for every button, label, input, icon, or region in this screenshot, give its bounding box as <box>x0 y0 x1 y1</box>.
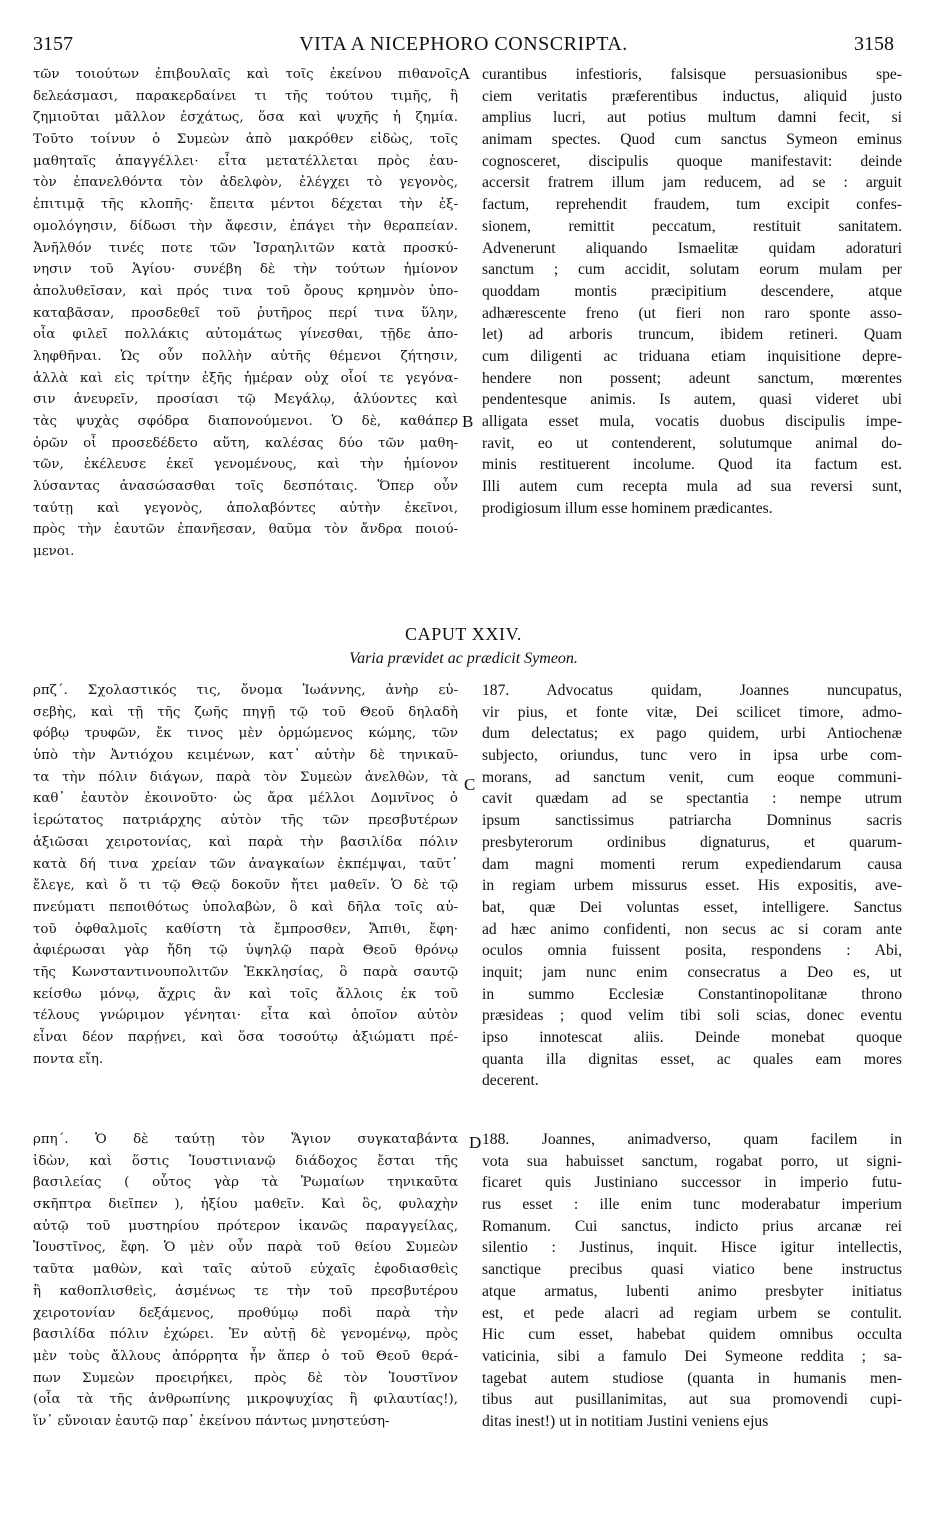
page-number-right: 3158 <box>854 33 894 55</box>
margin-letter-d: D <box>469 1133 482 1152</box>
text-line: let) ad arboris truncum, ibidem retineri. Quam <box>482 326 902 344</box>
text-line: tagebat autem studiose (quanta in humanis men- <box>482 1369 902 1387</box>
text-line: dum delectatus; ex pago quidem, urbi Antiochenæ <box>482 725 902 743</box>
text-line: ditas inest!) ut in notitiam Justini veniens ejus <box>482 1412 769 1430</box>
chapter-subtitle: Varia prævidet ac prædicit Symeon. <box>349 650 578 667</box>
text-line: ἐπιτιμᾷ τῆς κλοπῆς· ἔπειτα μέντοι δέχεται τὴν ἐξ- <box>33 197 458 213</box>
text-line: curantibus infestioris, falsisque persuasionibus spe- <box>482 66 902 83</box>
text-line: tibus aut pusillanimitas, aut sua promovendi cupi- <box>482 1391 902 1409</box>
text-line: præsideas ; quod velim tibi soli scias, donec eventu <box>482 1007 902 1025</box>
text-line: πων Συμεὼν προειρήκει, πρὸς δὲ τὸν Ἰουστῖνον <box>33 1370 458 1386</box>
text-line: vota sua habuisset sanctum, rogabat porro, ut signi- <box>482 1152 902 1170</box>
text-line: amplius lucri, aut potius multum damni fecit, si <box>482 109 902 127</box>
text-line: σεβὴς, καὶ τῇ τῆς ζωῆς πηγῇ τῷ τοῦ Θεοῦ δηλαδὴ <box>33 704 458 720</box>
text-line: Ἀνῆλθόν τινές ποτε τῶν Ἰσραηλιτῶν κατὰ προσκύ- <box>33 240 458 256</box>
text-line: κατὰ δή τινα χρείαν τῶν ἀναγκαίων ἐκπέμψαι, ταῦτ᾽ <box>33 856 458 872</box>
text-line: δελεάσμασι, παρακερδαίνει τι τῆς τούτου τιμῆς, ἢ <box>33 88 458 104</box>
text-line: ὁρῶν οἷ προσεδέδετο αὕτη, καλέσας δύο τῶν μαθη- <box>33 435 458 451</box>
text-line: ληφθῆναι. Ὡς οὖν πολλὴν αὐτῆς θέμενοι ζήτησιν, <box>33 348 458 364</box>
text-line: cognosceret, discipulis quoque manifestavit: deinde <box>482 152 902 170</box>
text-line: Illi autem cum recepta mula ad sua reversi sunt, <box>482 478 902 496</box>
running-title: VITA A NICEPHORO CONSCRIPTA. <box>299 33 628 55</box>
text-line: ad hæc animo confidenti, non secus ac si coram ante <box>482 920 902 938</box>
text-line: silentio : Justinus, inquit. Hisce igitur intellectis, <box>482 1239 902 1257</box>
text-line: ὑπὸ τὴν Ἀντιόχου κειμένων, κατ᾽ αὐτὴν δὲ τηνικαῦ- <box>33 748 458 764</box>
latin-paragraph-187 <box>482 680 902 1092</box>
text-line: τῶν, ἐκέλευσε ἐκεῖ γενομένους, καὶ τὴν ἡμίονον <box>33 457 458 473</box>
margin-letter-b: B <box>462 412 474 431</box>
greek-paragraph-187 <box>33 680 458 1070</box>
text-line: sionem, remittit peccatum, restituit sanitatem. <box>482 217 902 235</box>
text-line: factum, reprehendit fraudem, tum excipit confes- <box>482 196 902 214</box>
text-line: sanctum ; cum accidit, solutam eorum mulam per <box>482 261 902 279</box>
text-line: ἰδὼν, καὶ ὅστις Ἰουστινιανῷ διάδοχος ἔσται τῆς <box>33 1153 458 1169</box>
text-line: rus esset : ille enim tunc moderabatur imperium <box>482 1196 902 1214</box>
text-line: alligata esset mula, vocatis duobus discipulis impe- <box>482 413 902 430</box>
text-line: πνεύματι πεποιθότως ὑπολαβὼν, ὃ καὶ δῆλα τοῖς αὐ- <box>33 899 458 915</box>
text-line: τῶν τοιούτων ἐπιβουλαῖς καὶ τοῖς ἐκείνου πιθανοῖς <box>33 67 458 82</box>
text-line: οἷα φιλεῖ πολλάκις αὐτομάτως γίνεσθαι, τῇδε ἀπο- <box>33 327 458 343</box>
text-line: ficaret quis Justiniano successor in imperio futu- <box>482 1174 902 1192</box>
text-line: accersit fratrem illum jam reducem, ad se : arguit <box>482 174 902 192</box>
page-number-left: 3157 <box>33 33 73 55</box>
greek-paragraph-188 <box>33 1129 458 1433</box>
latin-column-top <box>482 64 902 519</box>
text-line: αὐτῷ τοῦ μυστηρίου πρότερον ἱκανῶς παραγγείλας, <box>33 1218 458 1234</box>
text-line: prodigiosum illum esse hominem prædicantes. <box>482 499 773 517</box>
text-line: χειροτονίαν δεξάμενος, προθύμῳ ποδὶ παρὰ τὴν <box>33 1305 458 1321</box>
text-line: decerent. <box>482 1072 539 1090</box>
text-line: ἢ καθοπλισθεὶς, ἀσμένως τε τὴν τοῦ πρεσβυτέρου <box>33 1283 458 1299</box>
text-line: βασιλείας ( οὗτος γὰρ τὰ Ῥωμαίων τηνικαῦτα <box>33 1175 458 1191</box>
text-line: pendentesque animis. Is autem, quasi videret ubi <box>482 391 902 409</box>
text-line: ταύτῃ καὶ γεγονὸς, ἀπολαβόντες αὐτὴν ἐκεῖνοι, <box>33 500 458 516</box>
text-line: τὰς ψυχὰς σφόδρα διαπονούμενοι. Ὁ δὲ, καθάπερ <box>33 414 458 429</box>
text-line: ρπη΄. Ὁ δὲ ταύτῃ τὸν Ἅγιον συγκαταβάντα <box>33 1132 458 1147</box>
margin-letter-a: A <box>458 64 471 83</box>
chapter-heading: CAPUT XXIV. <box>405 624 522 644</box>
text-line: ipso innotescat aliis. Deinde monebat quoque <box>482 1029 902 1046</box>
text-line: εἶναι δέον παρῄνει, καὶ ὅσα τοσούτῳ ἀξιώματι πρέ- <box>33 1030 458 1045</box>
text-line: adhærescente freno (ut fieri non raro sponte asso- <box>482 304 902 322</box>
text-line: subjecto, oriundus, tunc vero in ipsa urbe com- <box>482 747 902 765</box>
text-line: σκῆπτρα διεῖπεν ), ἠξίου μαθεῖν. Καὶ ὃς, φυλαχὴν <box>33 1197 458 1213</box>
text-line: est, et pede alacri ad regiam urbem se contulit. <box>482 1304 902 1322</box>
text-line: in regiam urbem missurus esset. His expositis, ave- <box>482 877 902 895</box>
text-line: presbyterorum ordinibus dignaturus, et quarum- <box>482 833 902 851</box>
margin-letter-c: C <box>464 775 476 794</box>
text-line: ipsum sanctissimus patriarcha Domninus sacris <box>482 812 902 830</box>
text-line: ἀπολυθεῖσαν, καὶ πρός τινα τοῦ ὄρους κρημνὸν ὑπο- <box>33 283 458 299</box>
text-line: Hic cum esset, habebat quidem omnibus occulta <box>482 1326 902 1344</box>
text-line: τα τὴν πόλιν διάγων, παρὰ τὸν Συμεὼν ἀνελθὼν, τὰ <box>33 769 458 785</box>
text-line: ἔλεγε, καὶ ὅ τι τῷ Θεῷ δοκοῦν ἤτει μαθεῖν. Ὁ δὲ τῷ <box>33 878 458 894</box>
text-line: Advenerunt aliquando Ismaelitæ quidam adoraturi <box>482 239 902 257</box>
greek-column-top <box>33 64 458 563</box>
text-line: 188. Joannes, animadverso, quam facilem in <box>482 1131 902 1148</box>
text-line: atque armatus, lubenti animo presbyter initiatus <box>482 1282 902 1300</box>
text-line: ταῦτα μαθὼν, καὶ ταῖς αὐτοῦ εὐχαῖς ἐφοδιασθεὶς <box>33 1262 458 1278</box>
text-line: τῆς Κωνσταντινουπολιτῶν Ἐκκλησίας, ὃ παρὰ σαυτῷ <box>33 964 458 980</box>
text-line: καταβᾶσαν, προσδεθεῖ τοῦ ῥυτῆρος περί τινα ὕλην, <box>33 305 458 321</box>
text-line: μὲν τοὺς ἄλλους ἀπόρρητα ἦν ἅπερ ὁ τοῦ Θεοῦ θερά- <box>33 1348 458 1364</box>
text-line: ἀφιέρωσαι γὰρ ἤδη τῷ ὑψηλῷ παρὰ Θεοῦ θρόνῳ <box>33 943 458 959</box>
text-line: 187. Advocatus quidam, Joannes nuncupatus, <box>482 682 902 699</box>
text-line: μενοι. <box>33 544 75 560</box>
text-line: ζημιοῦται μᾶλλον ἐσχάτως, ὅσα καὶ ψυχῆς ἡ ζημία. <box>33 110 458 126</box>
text-line: Romanum. Cui sanctus, indicto prius arcanæ rei <box>482 1217 902 1235</box>
text-line: ρπζ΄. Σχολαστικός τις, ὄνομα Ἰωάννης, ἀνὴρ εὐ- <box>33 683 458 698</box>
text-line: ἵν᾽ εὔνοιαν ἑαυτῷ παρ᾽ ἐκείνου πάντως μνηστεύση- <box>33 1413 390 1429</box>
text-line: oculos omnia fuissent posita, respondens : Abi, <box>482 942 902 960</box>
text-line: inquit; jam nunc enim consecratus a Deo es, ut <box>482 963 902 981</box>
text-line: ομολόγησιν, δίδωσι τὴν ἄφεσιν, ἐπάγει τὴν θεραπείαν. <box>33 218 458 234</box>
text-line: dam magni momenti rerum expediendarum causa <box>482 855 902 873</box>
text-line: minis restituerent incolume. Quod ita factum est. <box>482 456 902 474</box>
text-line: vir pius, et fonte vitæ, Dei scilicet timore, admo- <box>482 703 902 721</box>
text-line: Τοῦτο τοίνυν ὁ Συμεὼν ἀπὸ μακρόθεν εἰδὼς, τοῖς <box>33 132 458 148</box>
text-line: λύσαντας ἀνασώσασθαι τοῖς δεσπόταις. Ὅπερ οὖν <box>33 479 458 495</box>
text-line: cavit quædam ad se spectantia : nempe utrum <box>482 790 902 808</box>
text-line: ποντα εἴη. <box>33 1051 104 1067</box>
text-line: animam spectes. Quod cum sanctus Symeon eminus <box>482 131 902 149</box>
latin-paragraph-188 <box>482 1129 902 1433</box>
text-line: σιν ἀνευρεῖν, προσίασι τῷ Μεγάλῳ, ἀλύοντες καὶ <box>33 392 458 408</box>
text-line: φόβῳ τρυφῶν, ἔκ τινος μὲν ὁρμώμενος κώμης, τῶν <box>33 726 458 742</box>
text-line: ἀξιῶσαι χειροτονίας, καὶ παρὰ τὴν βασιλίδα πόλιν <box>33 834 458 850</box>
text-line: in summo Ecclesiæ Constantinopolitanæ throno <box>482 985 902 1003</box>
text-line: Ἰουστῖνος, ἔφη. Ὁ μὲν οὖν παρὰ τοῦ θείου Συμεὼν <box>33 1240 458 1256</box>
text-line: morans, ad sanctum venit, cum eoque communi- <box>482 768 902 786</box>
text-line: πρὸς τὴν ἑαυτῶν ἐπανῆεσαν, θαῦμα τὸν ἄνδρα ποιού- <box>33 522 458 538</box>
text-line: ravit, eo ut contenderent, solutumque animal do- <box>482 434 902 452</box>
text-line: τὸν ἐπανελθόντα τὸν ἀδελφὸν, ἐλέγχει τὸ γεγονὸς, <box>33 175 458 191</box>
text-line: τοῦ ὀφθαλμοῖς καθίστη τὰ ἔμπροσθεν, Ἄπιθι, ἔφη· <box>33 921 458 937</box>
text-line: vaticinia, sibi a famulo Dei Symeone reddita ; sa- <box>482 1347 902 1365</box>
text-line: quanta illa dignitas esset, ac quales eam mores <box>482 1050 902 1068</box>
text-line: cum diligenti ac triduana etiam inquisitione depre- <box>482 347 902 365</box>
text-line: hendere non possent; adeunt sanctum, mœrentes <box>482 369 902 387</box>
text-line: κείσθω μόνῳ, ἄχρις ἂν καὶ τοῖς ἄλλοις ἐκ τοῦ <box>33 986 458 1002</box>
text-line: (οἷα τὰ τῆς ἀνθρωπίνης μικροψυχίας ἢ φιλαυτίας!), <box>33 1392 458 1408</box>
text-line: bat, quæ Dei voluntas esset, intelligere. Sanctus <box>482 898 902 916</box>
text-line: μαθηταῖς ἀπαγγέλλει· εἶτα μετατέλλεται πρὸς ἑαυ- <box>33 153 458 169</box>
text-line: τέλους γνώριμον γένηται· εἶτα καὶ ὁποῖον αὐτὸν <box>33 1008 458 1024</box>
text-line: ciem veritatis præferentibus inductus, aliquid justo <box>482 87 902 105</box>
text-line: βασιλίδα πόλιν ἐχώρει. Ἐν αὐτῇ δὲ γενομένῳ, πρὸς <box>33 1327 458 1343</box>
text-line: sanctique precibus quasi viatico bene instructus <box>482 1261 902 1279</box>
text-line: ἀλλὰ καὶ εἰς τρίτην ἑξῆς ἡμέραν οὐχ οἷοί τε γεγόνα- <box>33 370 458 386</box>
text-line: quoddam montis præcipitium descendere, atque <box>482 282 902 300</box>
text-line: καθ᾽ ἑαυτὸν ἐκοινοῦτο· ὡς ἄρα μέλλοι Δομνῖνος ὁ <box>33 791 458 807</box>
text-line: ἱερώτατος πατριάρχης αὐτὸν τῆς τῶν πρεσβυτέρων <box>33 813 458 829</box>
text-line: νησιν τοῦ Ἁγίου· συνέβη δὲ τὴν τούτων ἡμίονον <box>33 262 458 278</box>
